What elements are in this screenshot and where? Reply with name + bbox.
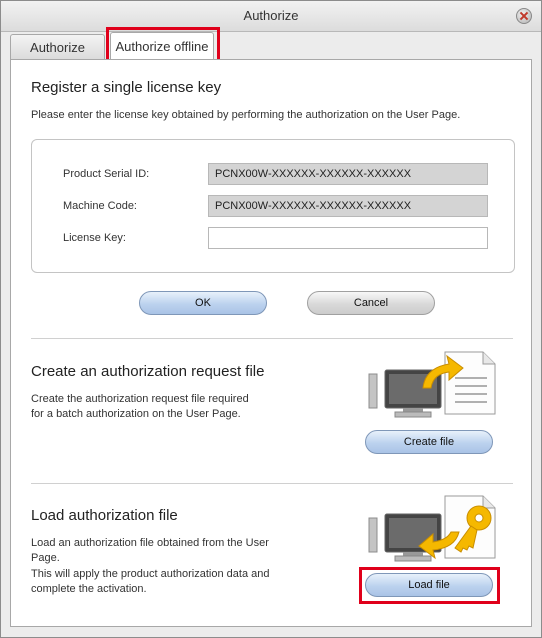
product-serial-field[interactable]: PCNX00W-XXXXXX-XXXXXX-XXXXXX	[208, 163, 488, 185]
load-file-line3: This will apply the product authorization data and	[31, 568, 270, 580]
window-title: Authorize	[243, 8, 299, 23]
title-bar	[1, 1, 541, 32]
register-instruction: Please enter the license key obtained by performing the authorization on the User Page.	[31, 109, 461, 121]
offline-panel	[10, 59, 532, 627]
machine-code-label: Machine Code:	[63, 200, 137, 212]
create-file-button[interactable]: Create file	[365, 430, 493, 454]
tab-highlight-box	[106, 27, 220, 62]
create-request-line2: for a batch authorization on the User Page.	[31, 408, 241, 420]
load-file-line2: Page.	[31, 552, 60, 564]
tab-authorize-online[interactable]: Authorize	[10, 34, 105, 59]
create-request-heading: Create an authorization request file	[31, 363, 265, 380]
load-file-line4: complete the activation.	[31, 583, 147, 595]
cancel-button[interactable]: Cancel	[307, 291, 435, 315]
license-fields-group	[31, 139, 515, 273]
register-heading: Register a single license key	[31, 79, 222, 96]
ok-button[interactable]: OK	[139, 291, 267, 315]
load-file-line1: Load an authorization file obtained from the User	[31, 537, 269, 549]
divider	[31, 338, 513, 339]
product-serial-label: Product Serial ID:	[63, 168, 150, 180]
load-file-illustration	[363, 492, 503, 572]
load-file-heading: Load authorization file	[31, 507, 178, 524]
load-file-button[interactable]: Load file	[365, 573, 493, 597]
create-request-line1: Create the authorization request file required	[31, 393, 249, 405]
license-key-label: License Key:	[63, 232, 126, 244]
divider	[31, 483, 513, 484]
license-key-field[interactable]	[208, 227, 488, 249]
create-file-illustration	[363, 348, 503, 428]
machine-code-field[interactable]: PCNX00W-XXXXXX-XXXXXX-XXXXXX	[208, 195, 488, 217]
load-file-highlight-box	[359, 567, 500, 604]
tab-authorize-offline[interactable]: Authorize offline	[110, 32, 214, 60]
close-icon[interactable]	[516, 8, 532, 24]
